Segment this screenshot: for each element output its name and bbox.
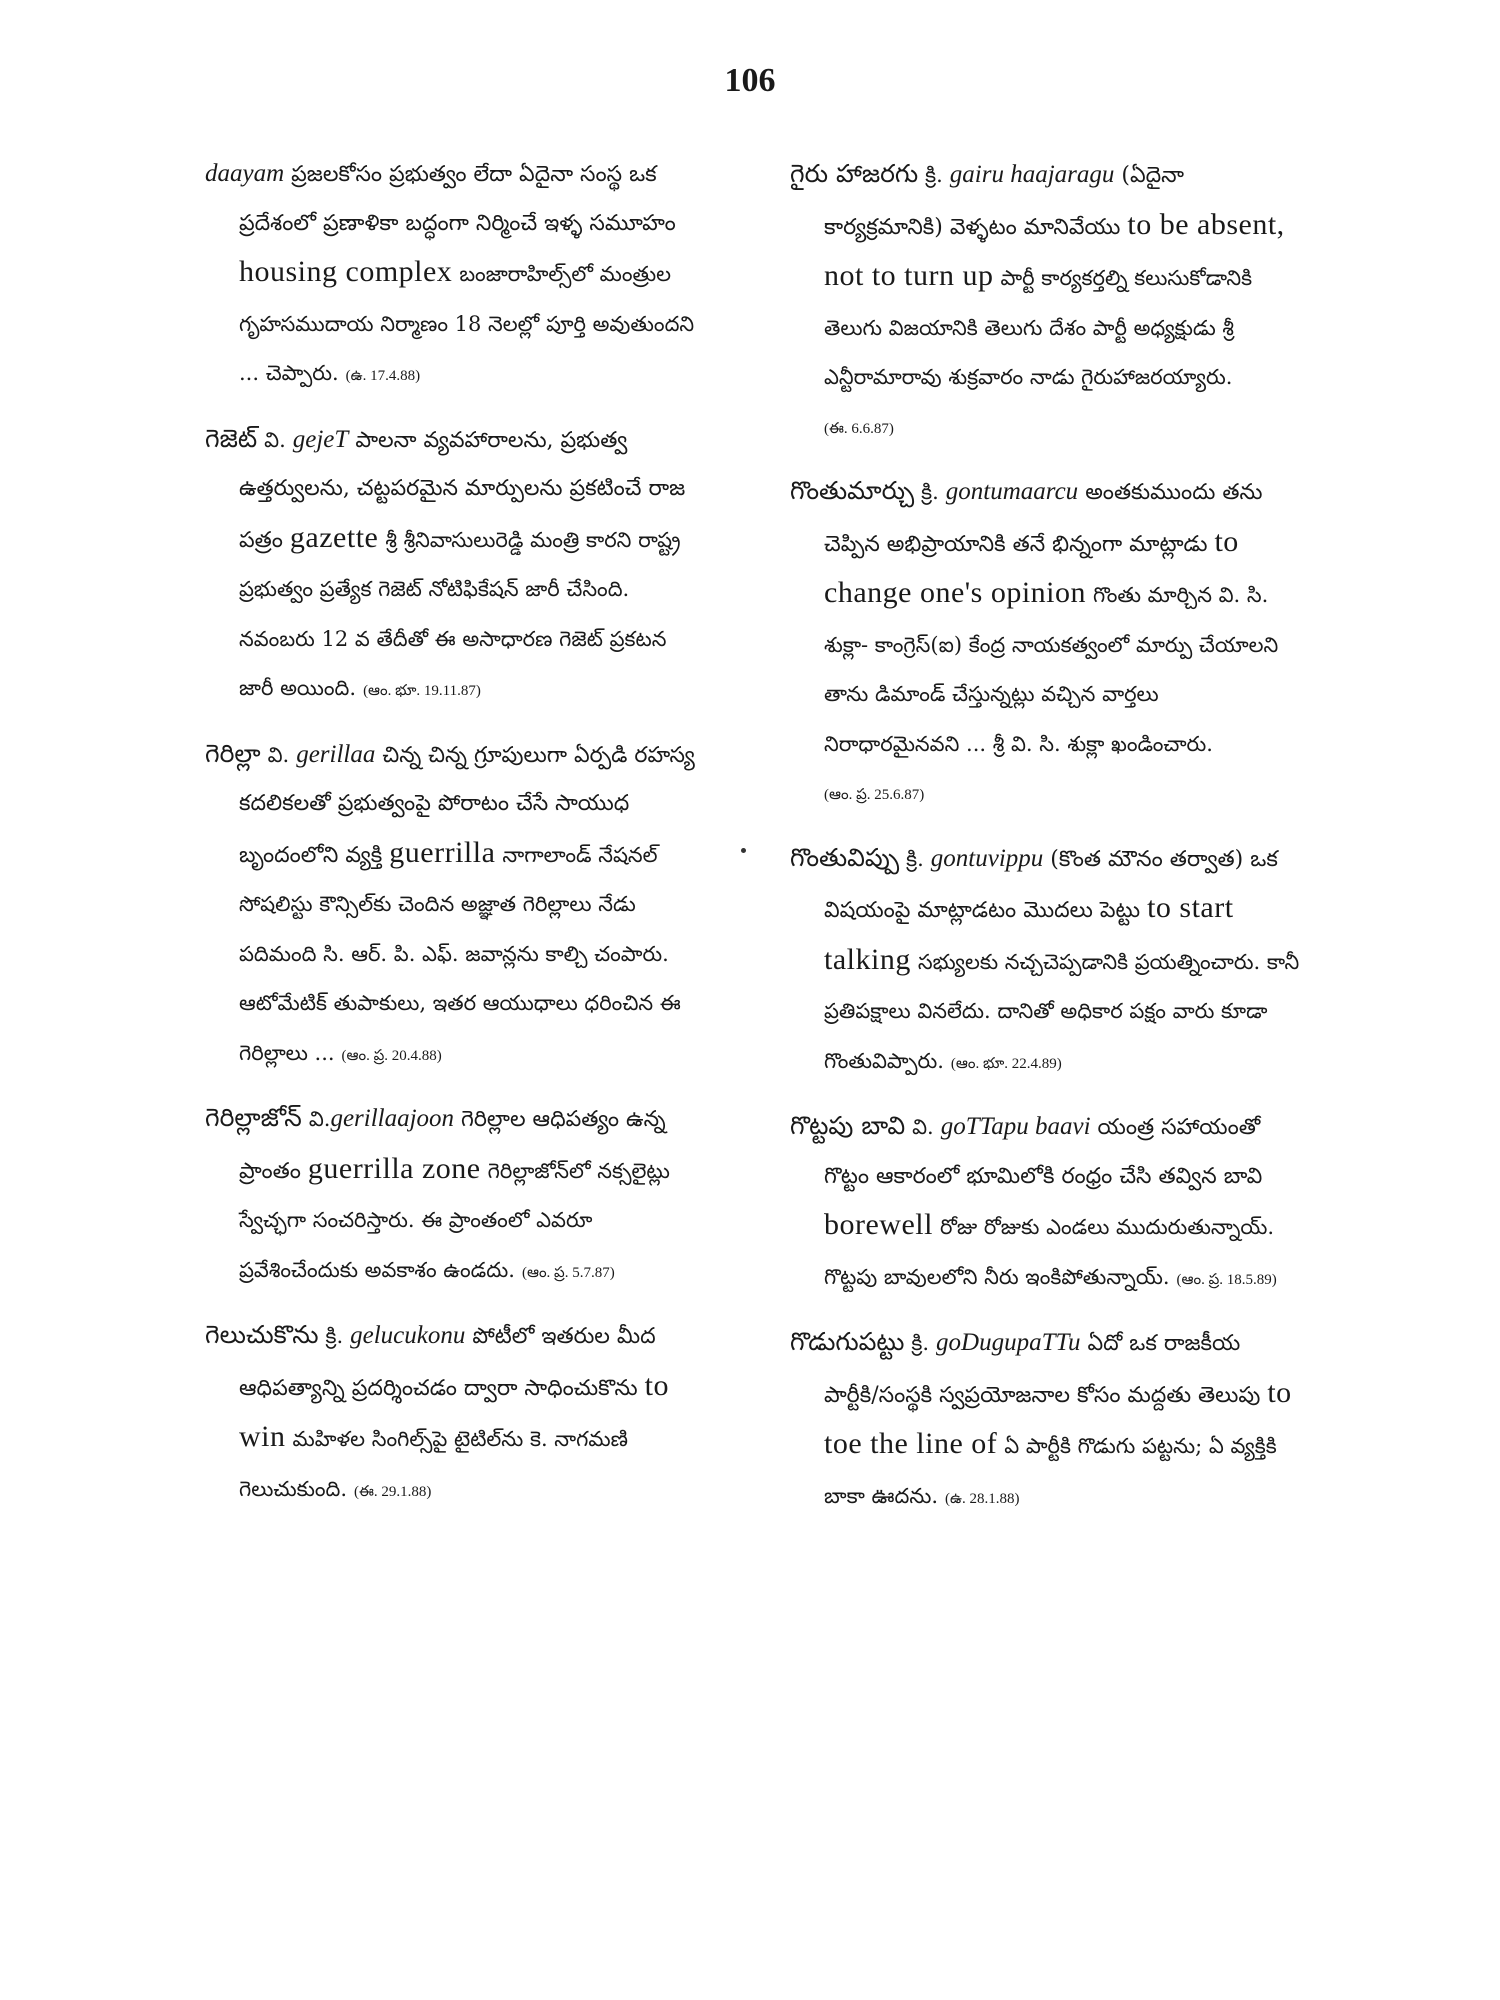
entry-example: గెరిల్లాజోన్‌లో నక్సలైట్లు స్వేచ్ఛగా సంచరిస్తారు. ఈ ప్రాంతంలో ఎవరూ ప్రవేశించేందుకు అవకాశం ఉండదు. <box>239 1158 670 1282</box>
entry-romanization: gontuvippu <box>930 844 1044 872</box>
entry-headword: గొడుగుపట్టు <box>790 1327 905 1356</box>
entry-english: housing complex <box>239 255 453 288</box>
right-column <box>790 150 1300 1537</box>
entry-pos: వి. <box>267 742 290 767</box>
entry-definition: పోటీలో ఇతరుల మీద ఆధిపత్యాన్ని ప్రదర్శించడం ద్వారా సాధించుకొను <box>239 1324 656 1401</box>
entry-headword: గెజెట్ <box>205 423 258 453</box>
entry-romanization: goDugupaTTu <box>936 1329 1081 1356</box>
entry-citation: (ఉ. 28.1.88) <box>945 1490 1020 1507</box>
entry-example: బంజారాహిల్స్‌లో మంత్రుల గృహసముదాయ నిర్మాణం 18 నెలల్లో పూర్తి అవుతుందని ... చెప్పారు. <box>239 262 695 385</box>
entry-pos: వి. <box>264 427 286 452</box>
entry-romanization: gerillaa <box>296 740 376 768</box>
entry-example: నాగాలాండ్ నేషనల్ సోషలిస్టు కౌన్సిల్‌కు చెందిన అజ్ఞాత గెరిల్లాలు నేడు పదిమంది సి. ఆర్. పి. ఎఫ్. జవాన్లను కాల్చి చంపారు. ఆటోమేటిక్ తుపాకులు, ఇతర ఆయుధాలు ధరించిన ఈ గెరిల్లాలు ... <box>239 842 681 1065</box>
entry-headword: గైరు హాజరగు <box>790 159 919 188</box>
entry-citation: (ఆం. ప్ర. 25.6.87) <box>824 787 925 803</box>
stray-dot <box>741 848 746 853</box>
entry-english: to toe the line of <box>824 1375 1292 1460</box>
entry-english: to change one's opinion <box>824 524 1239 609</box>
entry-english: borewell <box>824 1208 933 1241</box>
entry-citation: (ఆం. భూ. 22.4.89) <box>950 1055 1062 1072</box>
entry-citation: (ఆం. భూ. 19.11.87) <box>363 683 481 699</box>
entry-english: to win <box>239 1368 669 1453</box>
entry-example: గొంతు మార్చిన వి. సి. శుక్లా- కాంగ్రెస్(ఐ) కేంద్ర నాయకత్వంలో మార్పు చేయాలని తాను డిమాండ్ చేస్తున్నట్లు వచ్చిన వార్తలు నిరాధారమైనవని ... శ్రీ వి. సి. శుక్లా ఖండించారు. <box>824 583 1279 756</box>
entry-romanization: goTTapu baavi <box>940 1113 1091 1140</box>
dictionary-entry <box>790 467 1300 820</box>
entry-example: పార్టీ కార్యకర్తల్ని కలుసుకోడానికి తెలుగు విజయానికి తెలుగు దేశం పార్టీ అధ్యక్షుడు శ్రీ ఎన్టీరామారావు శుక్రవారం నాడు గైరుహాజరయ్యారు. <box>824 266 1253 389</box>
entry-definition: గెరిల్లాల ఆధిపత్యం ఉన్న ప్రాంతం <box>239 1107 666 1184</box>
entry-pos: క్రి. <box>906 846 924 871</box>
dictionary-entry <box>205 1094 705 1297</box>
entry-english: guerrilla <box>389 835 496 869</box>
entry-headword: గొంతువిప్పు <box>790 842 900 872</box>
entry-headword: గొట్టపు బావి <box>790 1111 906 1140</box>
entry-citation: (ఈ. 29.1.88) <box>354 1483 432 1500</box>
entry-pos: క్రి. <box>925 163 943 187</box>
entry-citation: (ఆం. ప్ర. 18.5.89) <box>1176 1271 1277 1288</box>
entry-example: ఏ పార్టీకి గొడుగు పట్టను; ఏ వ్యక్తికి బాకా ఊదను. <box>824 1434 1277 1508</box>
dictionary-entry <box>205 1311 705 1516</box>
entry-definition: పాలనా వ్యవహారాలను, ప్రభుత్వ ఉత్తర్వులను, చట్టపరమైన మార్పులను ప్రకటించే రాజ పత్రం <box>239 427 686 553</box>
entry-example: మహిళల సింగిల్స్‌పై టైటిల్‌ను కె. నాగమణి గెలుచుకుంది. <box>239 1427 628 1501</box>
dictionary-entry <box>205 150 705 401</box>
entry-romanization: gerillaajoon <box>330 1105 455 1132</box>
dictionary-entry <box>790 150 1300 453</box>
entry-citation: (ఈ. 6.6.87) <box>824 420 894 437</box>
entry-example: రోజు రోజుకు ఎండలు ముదురుతున్నాయ్. గొట్టపు బావులలోని నీరు ఇంకిపోతున్నాయ్. <box>824 1215 1275 1289</box>
dictionary-entry <box>790 1102 1300 1304</box>
entry-romanization: gejeT <box>292 425 349 453</box>
entry-definition: చిన్న చిన్న గ్రూపులుగా ఏర్పడి రహస్య కదలికలతో ప్రభుత్వంపై పోరాటం చేసే సాయుధ బృందంలోని వ్యక్తి <box>239 742 695 868</box>
entry-english: gazette <box>289 520 379 554</box>
entry-citation: (ఉ. 17.4.88) <box>345 368 421 384</box>
entry-english: guerrilla zone <box>307 1151 481 1185</box>
entry-definition: ఏదో ఒక రాజకీయ పార్టీకి/సంస్థకి స్వప్రయోజనాల కోసం మద్దతు తెలుపు <box>824 1331 1261 1408</box>
left-column <box>205 150 705 1530</box>
entry-romanization: daayam <box>205 160 285 187</box>
entry-headword: గెలుచుకొను <box>205 1320 319 1349</box>
entry-headword: గెరిల్లాజోన్ <box>205 1103 302 1132</box>
entry-pos: వి. <box>912 1115 934 1139</box>
entry-definition: ప్రజలకోసం ప్రభుత్వం లేదా ఏదైనా సంస్థ ఒక ప్రదేశంలో ప్రణాళికా బద్ధంగా నిర్మించే ఇళ్ళ సమూహం <box>239 162 676 236</box>
entry-definition: అంతకుముందు తను చెప్పిన అభిప్రాయానికి తనే భిన్నంగా మాట్లాడు <box>824 480 1263 557</box>
entry-english: to be absent, not to turn up <box>824 207 1285 292</box>
page-number: 106 <box>724 62 776 99</box>
entry-pos: క్రి. <box>911 1331 930 1355</box>
entry-pos: వి. <box>308 1107 331 1131</box>
entry-pos: క్రి. <box>921 480 939 504</box>
entry-headword: గెరిల్లా <box>205 738 261 768</box>
entry-pos: క్రి. <box>325 1324 344 1348</box>
entry-english: to start talking <box>824 891 1234 976</box>
entry-definition: యంత్ర సహాయంతో గొట్టం ఆకారంలో భూమిలోకి రంధ్రం చేసి తవ్విన బావి <box>824 1115 1263 1189</box>
entry-example: శ్రీ శ్రీనివాసులురెడ్డి మంత్రి కారని రాష్ట్ర ప్రభుత్వం ప్రత్యేక గెజెట్ నోటిఫికేషన్ జారీ చేసింది. నవంబరు 12 వ తేదీతో ఈ అసాధారణ గెజెట్ ప్రకటన జారీ అయింది. <box>239 527 681 700</box>
entry-romanization: gelucukonu <box>350 1322 466 1349</box>
dictionary-entry <box>205 730 705 1081</box>
entry-definition: (ఏదైనా కార్యక్రమానికి) వెళ్ళటం మానివేయు <box>824 163 1185 240</box>
entry-citation: (ఆం. ప్ర. 5.7.87) <box>521 1264 615 1281</box>
dictionary-entry <box>790 834 1300 1089</box>
entry-citation: (ఆం. ప్ర. 20.4.88) <box>341 1047 442 1064</box>
entry-romanization: gontumaarcu <box>945 478 1079 505</box>
entry-definition: (కొంత మౌనం తర్వాత) ఒక విషయంపై మాట్లాడటం మొదలు పెట్టు <box>824 846 1278 923</box>
dictionary-entry <box>205 415 705 716</box>
entry-example: సభ్యులకు నచ్చచెప్పడానికి ప్రయత్నించారు. కానీ ప్రతిపక్షాలు వినలేదు. దానితో అధికార పక్షం వారు కూడా గొంతువిప్పారు. <box>824 949 1300 1073</box>
entry-headword: గొంతుమార్చు <box>790 476 915 505</box>
entry-romanization: gairu haajaragu <box>949 161 1115 188</box>
dictionary-entry <box>790 1318 1300 1523</box>
